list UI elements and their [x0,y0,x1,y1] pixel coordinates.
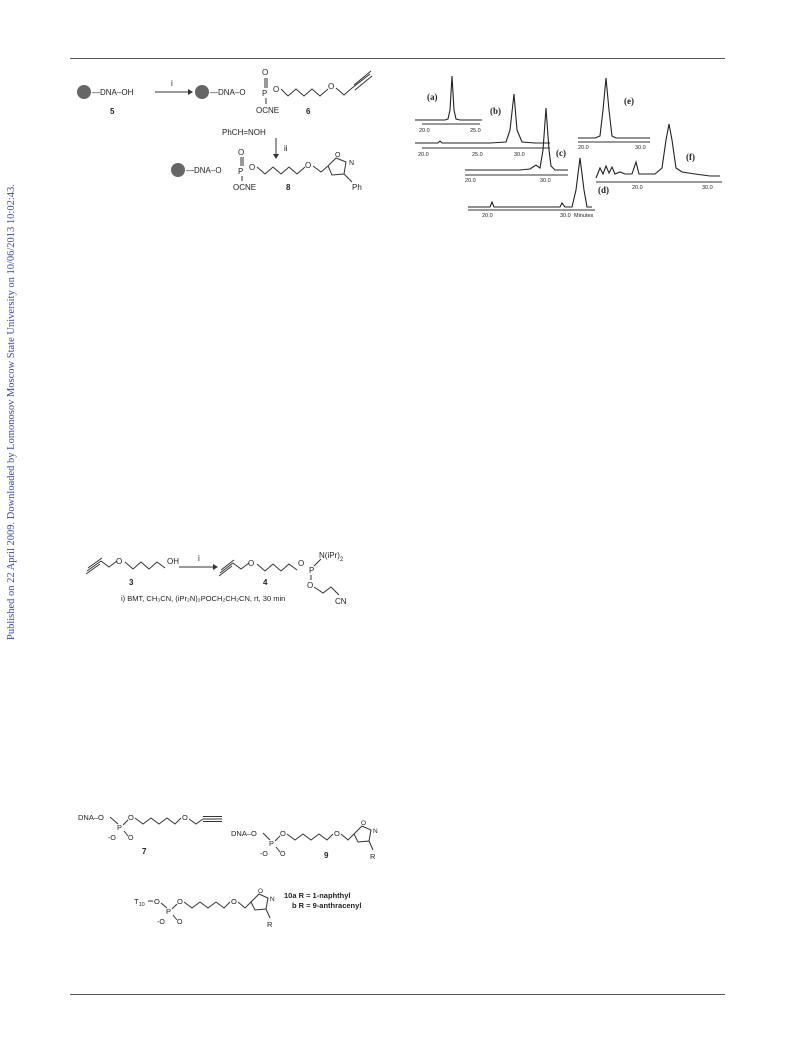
tick-label: 20.0 [465,178,476,184]
oxo-label: O [262,68,269,77]
ester-o-label: O [128,813,134,822]
chromatogram-f [596,124,722,191]
ester-o-label: O [280,829,286,838]
scheme-1 [70,62,390,197]
ring-o-label: O [335,152,341,159]
oxo-label: O [280,851,286,858]
chromatogram-a [415,76,482,134]
panel-b-label: (b) [490,106,501,116]
oxo-label: O [238,148,245,157]
ester-o-label: O [273,85,280,94]
phosphorus-label: P [262,89,268,98]
footer-rule [70,994,725,995]
ocne-label: OCNE [233,183,257,192]
tick-label: 25.0 [470,128,481,134]
panel-a-label: (a) [427,92,438,102]
ether-o-label: O [182,813,188,822]
compound-3-label: 3 [129,578,134,587]
compound-5-label: 5 [110,107,115,116]
tick-label: 30.0 [702,185,713,191]
dna-o-label: DNA–O [78,813,104,822]
compound-8-label: 8 [286,183,291,192]
panel-d-label: (d) [598,185,609,195]
compound-4-label: 4 [263,578,268,587]
structures-7-9-10 [72,800,392,935]
phenyl-label: Ph [352,183,362,192]
publication-note: Published on 22 April 2009. Downloaded by Lomonosov Moscow State University on 10/06/2013 10:02:43. [6,184,17,640]
step-i-label: i [171,79,173,88]
tick-label: 30.0 [540,178,551,184]
oxo-label: O [128,835,134,842]
r-group-label: R [267,920,273,929]
tick-label: 30.0 [635,145,646,151]
ocne-label: OCNE [256,106,280,115]
r-group-label: R [370,852,376,861]
phosphorus-label: P [238,167,244,176]
compound-7-label: 7 [142,847,147,856]
solid-support-bead [195,85,209,99]
step-ii-label: ii [284,144,288,153]
ring-o-label: O [258,888,264,895]
ether-o-label: O [116,557,123,566]
tick-label: 20.0 [632,185,643,191]
oxo-label: O [177,919,183,926]
ester-o-label: O [298,559,305,568]
compound-9-label: 9 [324,851,329,860]
panel-e-label: (e) [624,96,634,106]
compound-9-structure [231,820,378,861]
subscript: 2 [339,557,344,563]
chromatogram-e [578,78,650,151]
solid-support-bead [77,85,91,99]
tick-label: 20.0 [578,145,589,151]
phosphorus-label: P [166,907,172,916]
step-i-label: i [198,554,200,563]
dna-o-label: DNA–O [231,829,257,838]
cyano-label: CN [335,597,347,606]
reaction-conditions: i) BMT, CH₃CN, (iPr₂N)₂POCH₂CH₂CN, rt, 30 min [121,594,286,603]
anion-label: -O [260,851,268,858]
phosphite-o-label: O [307,581,314,590]
solid-support-bead [171,163,185,177]
tick-label: 30.0 [514,152,525,158]
compound-10b-legend: b R = 9-anthracenyl [292,901,362,910]
phosphorus-label: P [269,839,275,848]
ring-n-label: N [349,160,355,167]
scheme1-start-label: —DNA–OH [92,88,134,97]
ester-o-label: O [249,163,256,172]
tick-label: 30.0 [560,213,571,219]
axis-unit: Minutes [574,213,594,219]
tick-label: 20.0 [418,152,429,158]
header-rule [70,58,725,59]
compound-6-label: 6 [306,107,311,116]
panel-c-label: (c) [556,148,566,158]
compound-7-structure [78,813,222,856]
chromatogram-b [415,94,550,158]
panel-f-label: (f) [686,152,695,162]
ester-o-label: O [177,897,183,906]
ester-o-label: O [154,897,160,906]
t10-label: $T_{10}$ [134,897,145,908]
ether-o-label: O [231,897,237,906]
ring-n-label: N [270,896,275,903]
tick-label: 25.0 [472,152,483,158]
hplc-chromatograms [410,70,735,235]
compound-10-structure [134,888,361,929]
compound-10a-legend: 10a R = 1-naphthyl [284,891,351,900]
phosphorus-label: P [309,566,315,575]
ether-o-label: O [305,161,312,170]
ether-o-label: O [334,829,340,838]
diisopropylamino-label: $N(iPr)_2$ [319,551,344,563]
phosphorus-label: P [117,823,123,832]
anion-label: -O [157,919,165,926]
ring-n-label: N [373,828,378,835]
hydroxyl-label: OH [167,557,179,566]
ring-o-label: O [361,820,367,827]
ether-o-label: O [248,559,255,568]
oxime-reagent: PhCH=NOH [222,128,266,137]
dna-o-label: —DNA–O [186,166,222,175]
tick-label: 20.0 [482,213,493,219]
subscript: 10 [138,902,145,908]
tick-label: 20.0 [419,128,430,134]
anion-label: -O [108,835,116,842]
ether-o-label: O [328,82,335,91]
dna-o-label: —DNA–O [210,88,246,97]
scheme-2 [85,545,385,607]
